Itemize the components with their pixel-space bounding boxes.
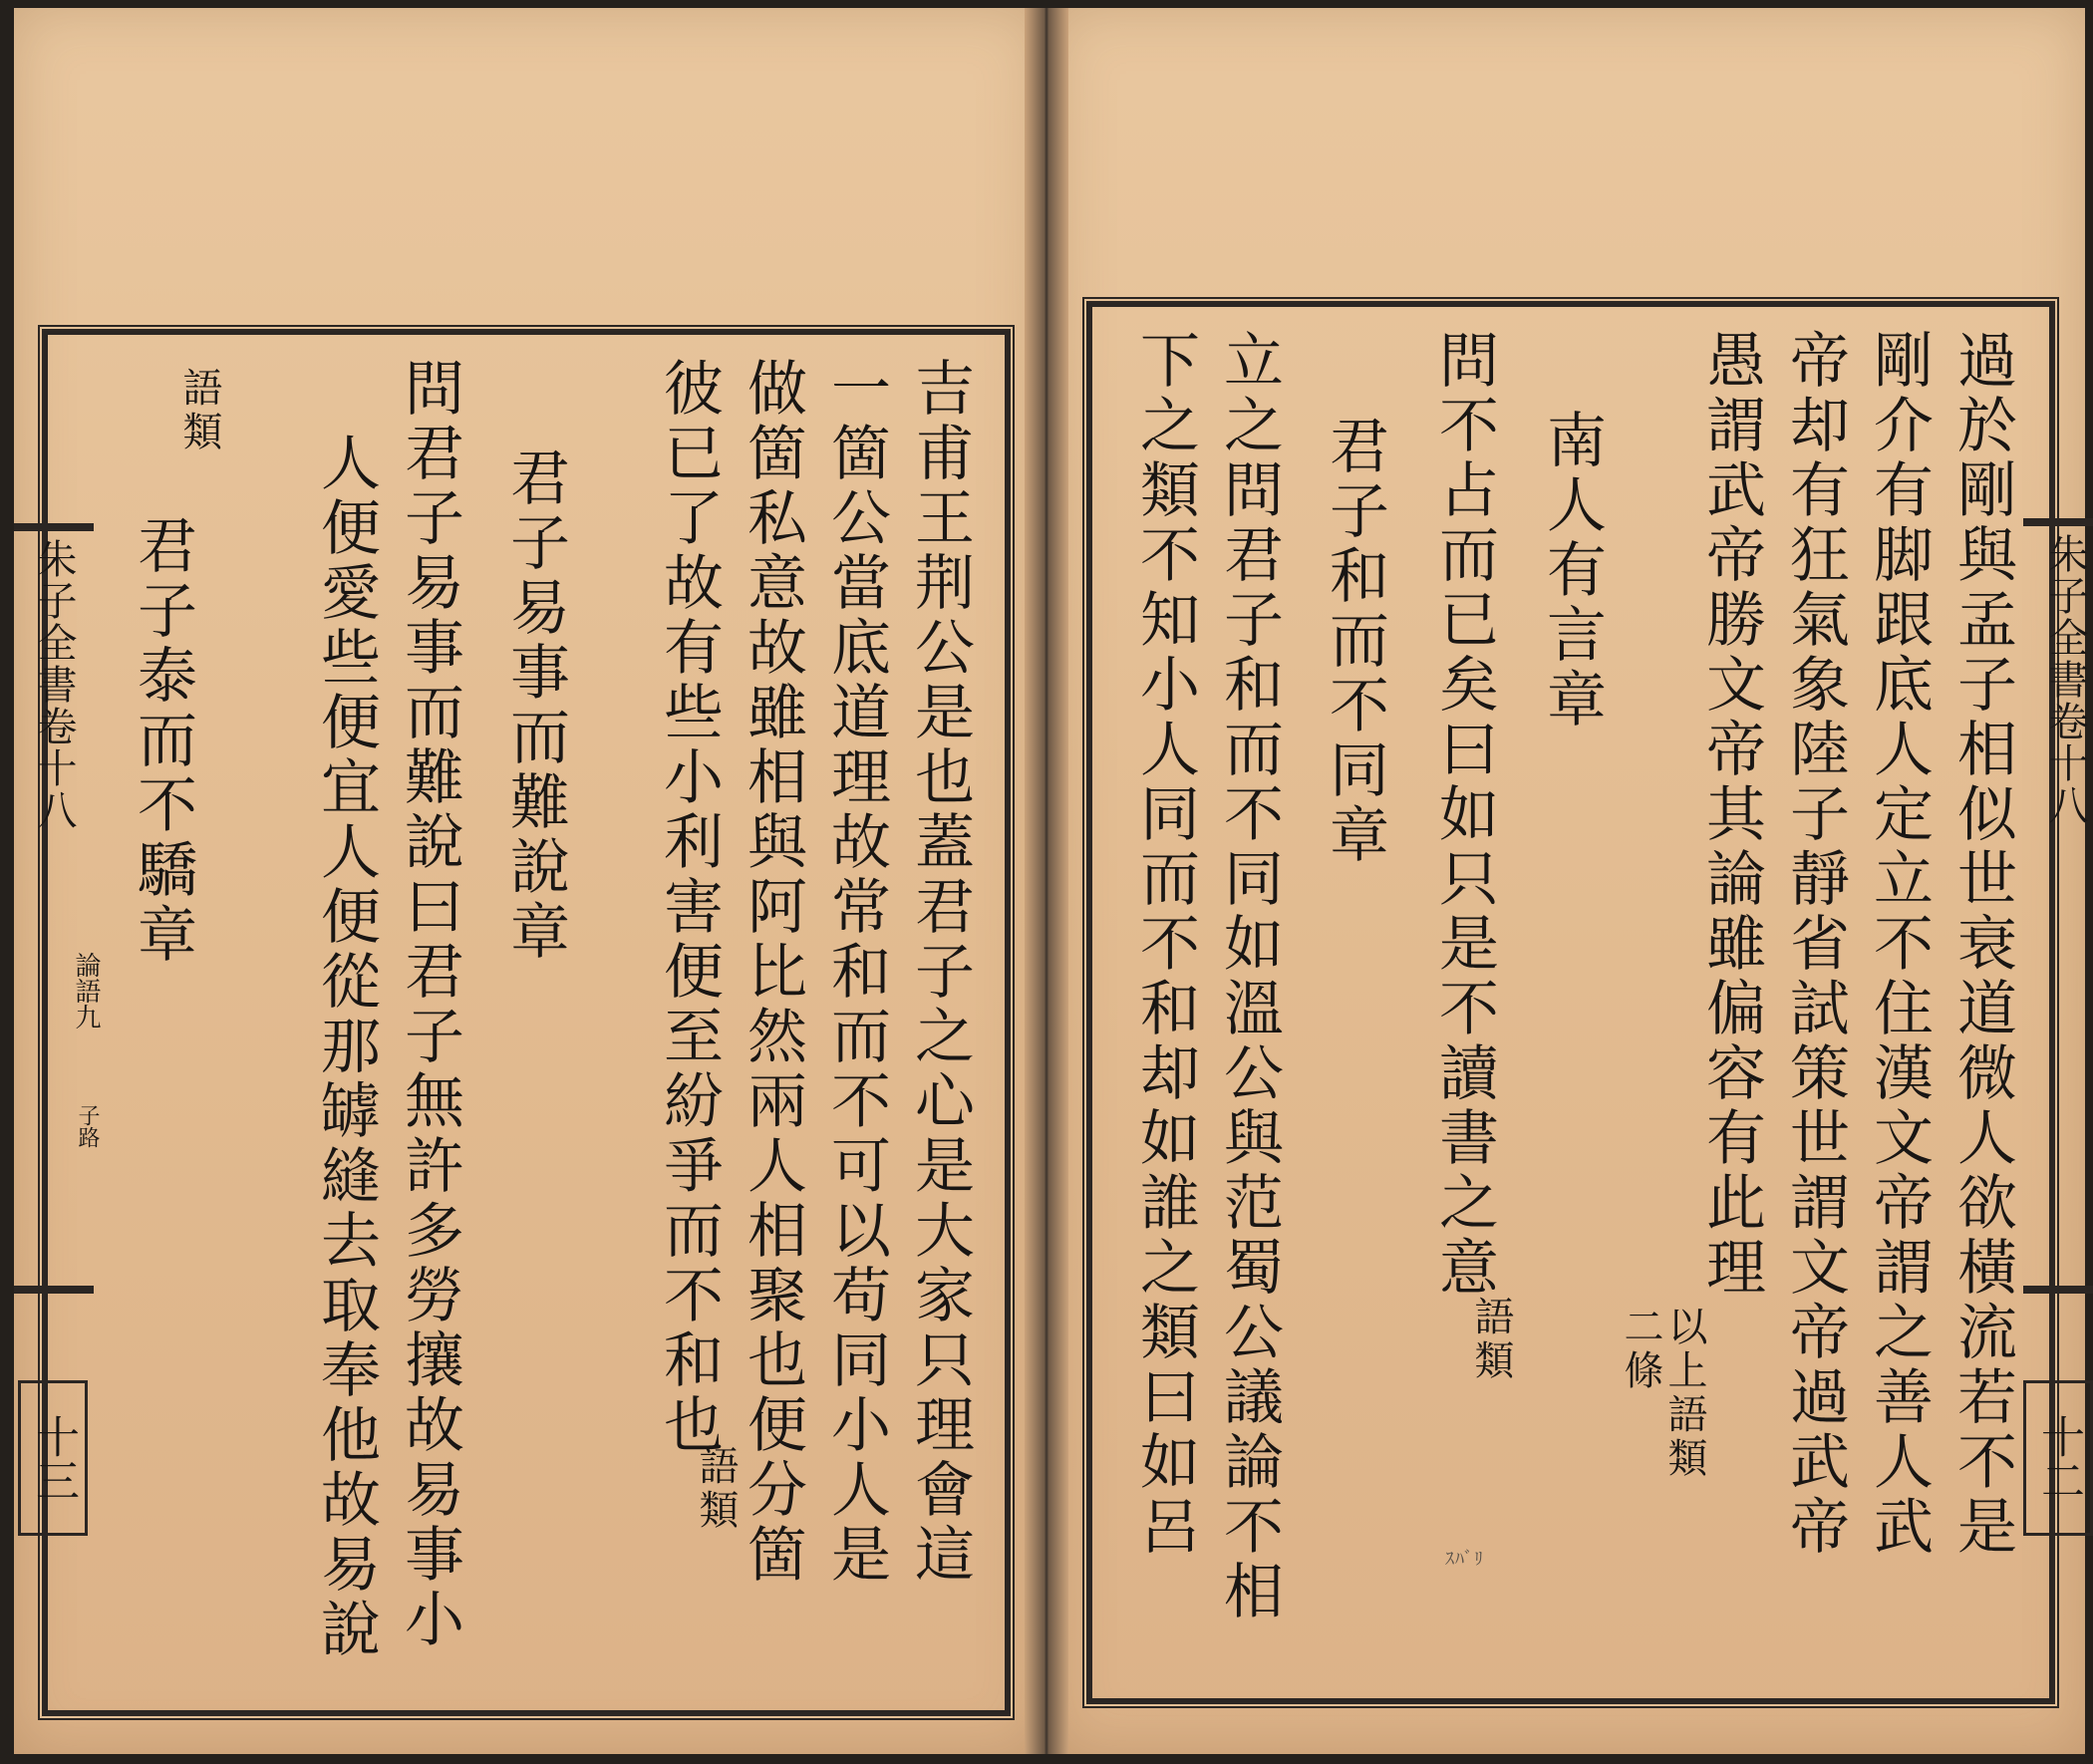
left-text-column-2: 一箇公當底道理故常和而不可以苟同小人是 [821, 357, 891, 1588]
right-text-column-4: 愚謂武帝勝文帝其論雖偏容有此理 [1696, 329, 1766, 1301]
right-page-number-box [2023, 1380, 2093, 1536]
right-note-yulei-1: 以上語類二條 [1618, 1306, 1707, 1481]
right-chapter-heading-1: 南人有言章 [1537, 409, 1607, 733]
left-margin-chapter: 子路 [75, 1104, 100, 1148]
right-fishtail-mark-lower [2023, 1286, 2093, 1294]
left-text-column-6: 人便愛些便宜人便從那罅縫去取奉他故易說 [311, 432, 381, 1662]
left-page-number: 十三 [28, 1414, 79, 1502]
right-page-number: 十二 [2033, 1414, 2084, 1502]
library-stamp: ｽﾊﾞﾘ [1445, 1549, 1484, 1570]
left-note-yulei-1: 語類 [693, 1445, 739, 1533]
left-chapter-heading-1: 君子易事而難說章 [500, 446, 570, 965]
left-note-yulei-2: 語類 [176, 367, 222, 454]
right-text-column-2: 剛介有脚跟底人定立不住漢文帝謂之善人武 [1864, 329, 1934, 1560]
left-fishtail-mark [14, 523, 94, 531]
left-text-column-1: 吉甫王荆公是也蓋君子之心是大家只理會這 [905, 357, 975, 1588]
right-chapter-heading-2: 君子和而不同章 [1320, 415, 1389, 868]
left-fishtail-mark-lower [14, 1286, 94, 1294]
left-text-column-5: 問君子易事而難說曰君子無許多勞攘故易事小 [395, 357, 464, 1652]
left-chapter-heading-2: 君子泰而不驕章 [128, 514, 197, 968]
right-fishtail-mark [2023, 518, 2093, 526]
right-margin-title: 朱子全書卷十八 [2042, 533, 2088, 826]
left-page-number-box [18, 1380, 88, 1536]
right-text-column-7: 下之類不知小人同而不和却如誰之類曰如呂 [1130, 329, 1200, 1560]
book-gutter [1025, 8, 1068, 1754]
left-margin-section: 論語九 [71, 952, 101, 1029]
right-note-yulei-2: 語類 [1468, 1296, 1514, 1383]
right-text-column-3: 帝却有狂氣象陸子靜省試策世謂文帝過武帝 [1780, 329, 1850, 1560]
left-text-column-3: 做箇私意故雖相與阿比然兩人相聚也便分箇 [738, 357, 807, 1588]
left-margin-title: 朱子全書卷十八 [31, 538, 77, 831]
left-text-column-4: 彼已了故有些小利害便至紛爭而不和也 [654, 357, 724, 1458]
right-text-column-5: 問不占而已矣曰如只是不讀書之意 [1429, 329, 1499, 1301]
right-text-column-1: 過於剛與孟子相似世衰道微人欲橫流若不是 [1947, 329, 2017, 1560]
right-text-column-6: 立之問君子和而不同如溫公與范蜀公議論不相 [1214, 329, 1284, 1624]
